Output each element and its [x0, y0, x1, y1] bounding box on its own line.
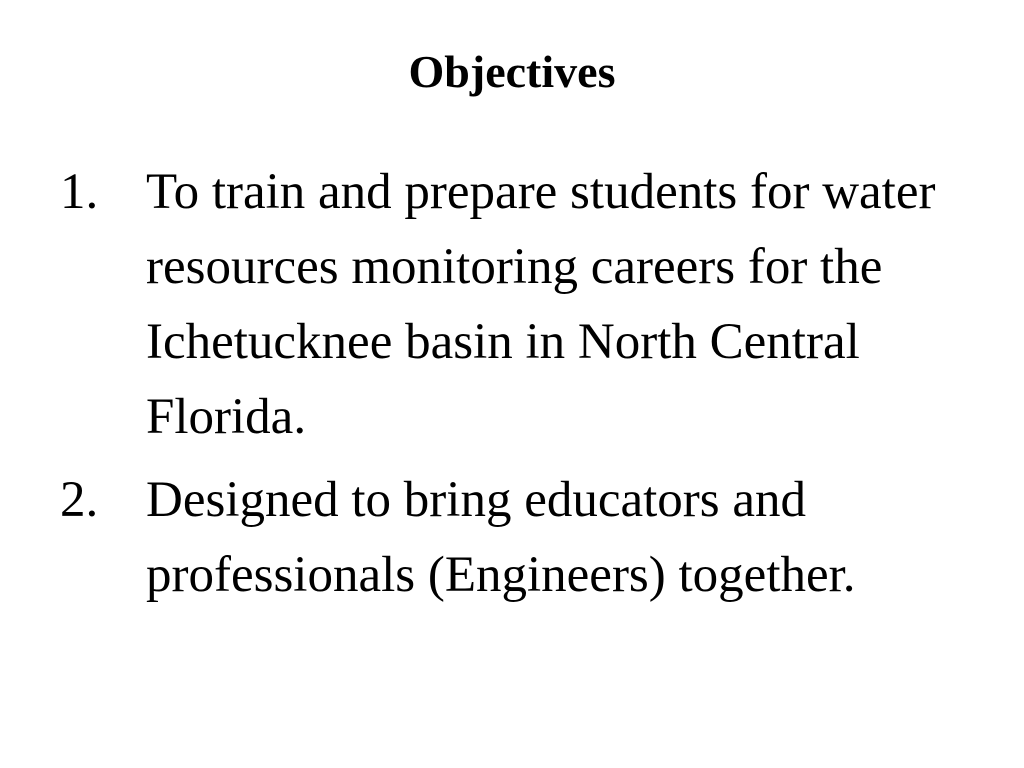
- objectives-list: [60, 155, 1000, 621]
- list-item: [60, 463, 1000, 613]
- list-item: [60, 155, 1000, 455]
- list-item-number: 2.: [60, 472, 99, 528]
- slide-title: Objectives: [408, 46, 616, 97]
- list-item-number: 1.: [60, 164, 99, 220]
- list-item-text: To train and prepare students for water resources monitoring careers for the Ichetucknee basin in North Central Florida.: [146, 164, 936, 445]
- list-item-text: Designed to bring educators and professionals (Engineers) together.: [146, 472, 856, 603]
